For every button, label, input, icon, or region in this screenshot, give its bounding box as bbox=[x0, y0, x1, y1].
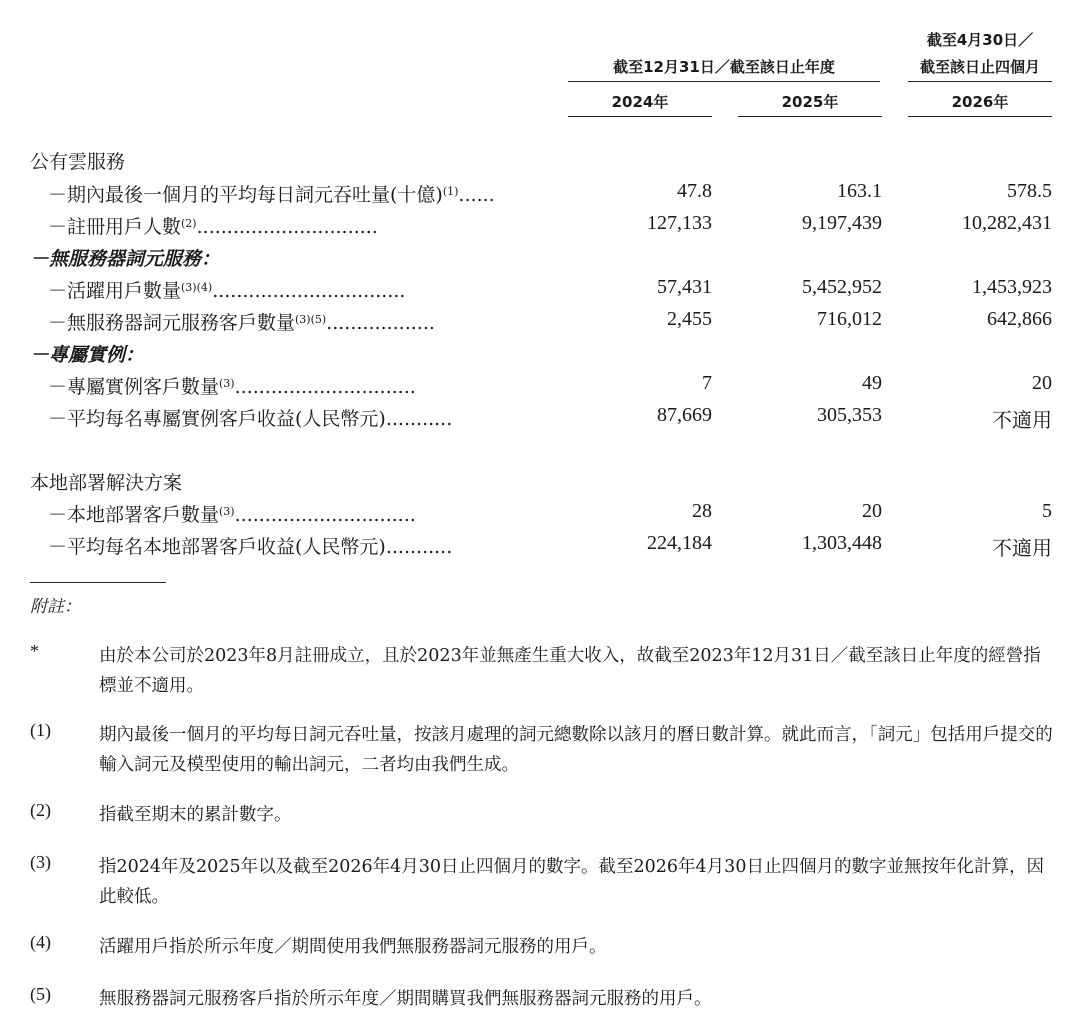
value-2026: 642,866 bbox=[987, 308, 1052, 330]
header-rule-period bbox=[908, 81, 1052, 82]
value-2024: 7 bbox=[702, 372, 712, 394]
value-2026: 578.5 bbox=[1007, 180, 1052, 202]
metric-label: －本地部署客戶數量$^{(3)}$.............................. bbox=[48, 504, 416, 526]
value-2024: 127,133 bbox=[647, 212, 712, 234]
table-row bbox=[0, 404, 1080, 434]
note-text: 指2024年及2025年以及截至2026年4月30日止四個月的數字。截至2026年4月30日止四個月的數字並無按年化計算，因此較低。 bbox=[99, 857, 1044, 907]
value-2025: 5,452,952 bbox=[802, 276, 882, 298]
value-2025: 20 bbox=[862, 500, 882, 522]
value-2024: 28 bbox=[692, 500, 712, 522]
header-group-annual: 截至12月31日／截至該日止年度 bbox=[613, 58, 835, 76]
header-year-2024: 2024年 bbox=[611, 93, 669, 111]
value-2026: 20 bbox=[1032, 372, 1052, 394]
table-row bbox=[0, 308, 1080, 338]
year-rule-2025 bbox=[738, 116, 882, 117]
note-text: 活躍用戶指於所示年度／期間使用我們無服務器詞元服務的用戶。 bbox=[99, 937, 607, 957]
value-2024: 2,455 bbox=[667, 308, 712, 330]
value-2026: 5 bbox=[1042, 500, 1052, 522]
section-title-dedicated: －專屬實例： bbox=[30, 344, 145, 366]
value-2025: 716,012 bbox=[817, 308, 882, 330]
note-mark: (4) bbox=[30, 932, 51, 952]
section-title-serverless: －無服務器詞元服務： bbox=[30, 248, 221, 270]
note-mark: (5) bbox=[30, 984, 51, 1004]
note-mark: (2) bbox=[30, 800, 51, 820]
section-title-on-premise: 本地部署解決方案 bbox=[30, 472, 183, 494]
metric-label: －註冊用戶人數$^{(2)}$.............................. bbox=[48, 216, 378, 238]
value-2024: 87,669 bbox=[657, 404, 712, 426]
value-2024: 57,431 bbox=[657, 276, 712, 298]
note-text: 由於本公司於2023年8月註冊成立，且於2023年並無產生重大收入，故截至2023年12月31日／截至該日止年度的經營指標並不適用。 bbox=[99, 646, 1041, 696]
year-rule-2024 bbox=[568, 116, 712, 117]
note-text: 指截至期末的累計數字。 bbox=[99, 805, 292, 825]
table-row bbox=[0, 372, 1080, 402]
metric-label: －無服務器詞元服務客戶數量$^{(3)(5)}$.................. bbox=[48, 312, 435, 334]
note-mark: * bbox=[30, 641, 39, 661]
metric-label: －活躍用戶數量$^{(3)(4)}$................................ bbox=[48, 280, 406, 302]
table-row bbox=[0, 212, 1080, 242]
header-group-period-line2: 截至該日止四個月 bbox=[919, 58, 1040, 76]
value-2025: 9,197,439 bbox=[802, 212, 882, 234]
value-2025: 1,303,448 bbox=[802, 532, 882, 554]
value-2024: 47.8 bbox=[677, 180, 712, 202]
value-2026: 10,282,431 bbox=[962, 212, 1052, 234]
table-row bbox=[0, 500, 1080, 530]
metric-label: －平均每名本地部署客戶收益(人民幣元)........... bbox=[48, 536, 453, 558]
note-text: 無服務器詞元服務客戶指於所示年度／期間購買我們無服務器詞元服務的用戶。 bbox=[99, 989, 712, 1009]
header-year-2026: 2026年 bbox=[951, 93, 1009, 111]
table-row bbox=[0, 180, 1080, 210]
metric-label: －專屬實例客戶數量$^{(3)}$.............................. bbox=[48, 376, 416, 398]
header-group-period-line1: 截至4月30日／ bbox=[926, 31, 1034, 49]
header-rule-annual bbox=[568, 81, 880, 82]
value-2026: 不適用 bbox=[992, 410, 1052, 432]
metric-label: －期內最後一個月的平均每日詞元吞吐量(十億)$^{(1)}$...... bbox=[48, 184, 495, 206]
note-mark: (3) bbox=[30, 852, 51, 872]
notes-divider bbox=[30, 582, 166, 583]
value-2025: 163.1 bbox=[837, 180, 882, 202]
value-2025: 305,353 bbox=[817, 404, 882, 426]
table-row bbox=[0, 532, 1080, 562]
value-2024: 224,184 bbox=[647, 532, 712, 554]
table-row bbox=[0, 276, 1080, 306]
value-2026: 不適用 bbox=[992, 538, 1052, 560]
metric-label: －平均每名專屬實例客戶收益(人民幣元)........... bbox=[48, 408, 453, 430]
header-year-2025: 2025年 bbox=[781, 93, 839, 111]
note-mark: (1) bbox=[30, 720, 51, 740]
value-2025: 49 bbox=[862, 372, 882, 394]
value-2026: 1,453,923 bbox=[972, 276, 1052, 298]
note-text: 期內最後一個月的平均每日詞元吞吐量，按該月處理的詞元總數除以該月的曆日數計算。就此而言，「詞元」包括用戶提交的輸入詞元及模型使用的輸出詞元，二者均由我們生成。 bbox=[99, 725, 1053, 775]
year-rule-2026 bbox=[908, 116, 1052, 117]
notes-heading: 附註： bbox=[30, 597, 81, 617]
section-title-public-cloud: 公有雲服務 bbox=[30, 151, 126, 173]
